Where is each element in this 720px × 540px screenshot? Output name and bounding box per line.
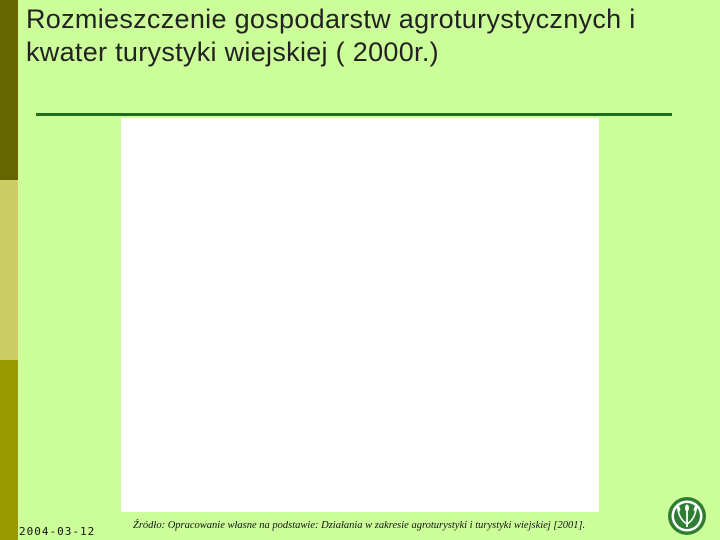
source-note: Źródło: Opracowanie własne na podstawie: Działania w zakresie agroturystyki i turystyki wiejskiej [2001]. <box>133 520 586 531</box>
slide-date: 2004-03-12 <box>19 525 96 538</box>
left-accent-bar-light <box>0 180 18 360</box>
map-figure-placeholder <box>121 118 599 512</box>
title-divider <box>36 113 672 116</box>
left-accent-bar-dark <box>0 0 18 180</box>
slide-title: Rozmieszczenie gospodarstw agroturystycznych i kwater turystyki wiejskiej ( 2000r.) <box>26 4 636 67</box>
left-accent-bar-olive <box>0 360 18 540</box>
wheat-emblem-icon <box>667 496 707 536</box>
